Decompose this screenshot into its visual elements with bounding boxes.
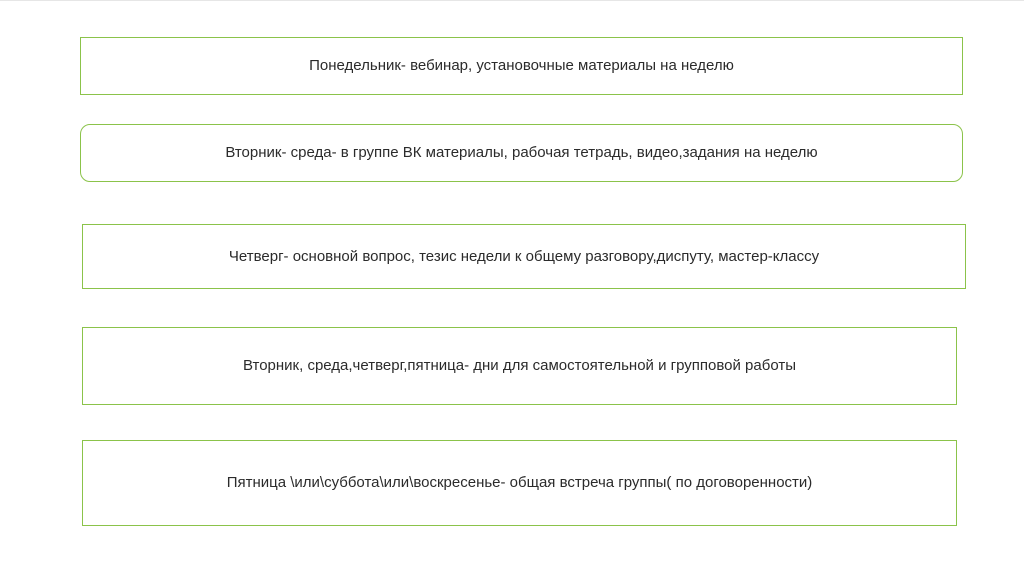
schedule-box-text: Пятница \или\суббота\или\воскресенье- общая встреча группы( по договоренности) <box>226 474 813 491</box>
schedule-box-text: Четверг- основной вопрос, тезис недели к общему разговору,диспуту, мастер-классу <box>228 247 820 265</box>
schedule-box-thursday <box>82 224 966 289</box>
schedule-box-monday <box>80 37 963 95</box>
schedule-box-text: Вторник- среда- в группе ВК материалы, рабочая тетрадь, видео,задания на неделю <box>225 144 818 161</box>
schedule-box-tuesday-wednesday <box>80 124 963 182</box>
schedule-box-text: Понедельник- вебинар, установочные материалы на неделю <box>309 57 734 74</box>
schedule-box-group-meeting <box>82 440 957 526</box>
schedule-box-text: Вторник, среда,четверг,пятница- дни для самостоятельной и групповой работы <box>242 357 796 374</box>
schedule-box-self-study-days <box>82 327 957 405</box>
top-divider <box>0 0 1024 1</box>
